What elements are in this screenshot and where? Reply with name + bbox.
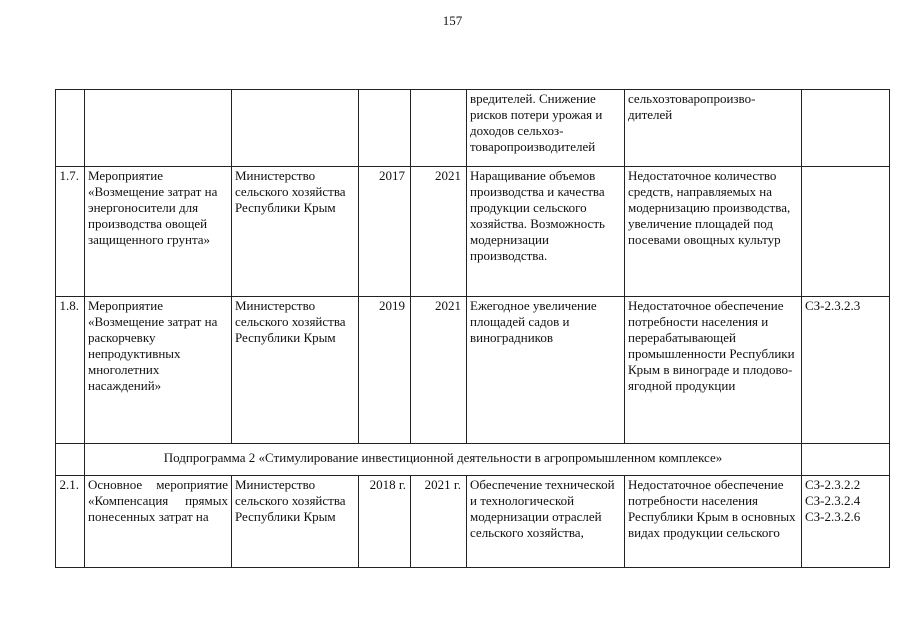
subprogram-title: Подпрограмма 2 «Стимулирование инвестиционной деятельности в агропромышленном комплексе»: [85, 444, 802, 476]
start-year: 2017: [359, 167, 411, 297]
measure-name: Основное мероприятие «Компенсация прямых понесенных затрат на: [85, 476, 232, 568]
expected-result: вредителей. Снижение рисков потери урожая и доходов сельхоз-товаропроизводителей: [467, 90, 625, 167]
executor: Министерство сельского хозяйства Республики Крым: [232, 297, 359, 444]
subprogram-spacer: [802, 444, 890, 476]
related-codes: [802, 476, 890, 568]
expected-result: Обеспечение технической и технологической модернизации отраслей сельского хозяйства,: [467, 476, 625, 568]
related-codes: [802, 90, 890, 167]
row-number: 1.8.: [56, 297, 85, 444]
non-implementation-consequence: сельхозтоваропроизво-дителей: [625, 90, 802, 167]
expected-result: Наращивание объемов производства и качества продукции сельского хозяйства. Возможность модернизации производства.: [467, 167, 625, 297]
row-number: 1.7.: [56, 167, 85, 297]
code: СЗ-2.3.2.6: [805, 509, 861, 524]
row-number: [56, 90, 85, 167]
page-number: 157: [442, 13, 463, 28]
executor: Министерство сельского хозяйства Республики Крым: [232, 476, 359, 568]
table-row: [56, 297, 890, 444]
program-table: [55, 89, 890, 568]
non-implementation-consequence: Недостаточное обеспечение потребности населения и перерабатывающей промышленности Республики Крым в винограде и плодово-ягодной продукции: [625, 297, 802, 444]
non-implementation-consequence: Недостаточное количество средств, направляемых на модернизацию производства, увеличение площадей под посевами овощных культур: [625, 167, 802, 297]
executor: Министерство сельского хозяйства Республики Крым: [232, 167, 359, 297]
end-year: 2021: [411, 297, 467, 444]
code: СЗ-2.3.2.2: [805, 477, 861, 492]
non-implementation-consequence: Недостаточное обеспечение потребности населения Республики Крым в основных видах продукции сельского: [625, 476, 802, 568]
code: СЗ-2.3.2.4: [805, 493, 861, 508]
related-codes: [802, 297, 890, 444]
code: СЗ-2.3.2.3: [805, 298, 861, 313]
measure-name: Мероприятие «Возмещение затрат на энергоносители для производства овощей защищенного грунта»: [85, 167, 232, 297]
table-row: [56, 90, 890, 167]
table-row: [56, 476, 890, 568]
executor: [232, 90, 359, 167]
row-number: 2.1.: [56, 476, 85, 568]
start-year: 2019: [359, 297, 411, 444]
subprogram-spacer: [56, 444, 85, 476]
related-codes: [802, 167, 890, 297]
end-year: 2021 г.: [411, 476, 467, 568]
expected-result: Ежегодное увеличение площадей садов и виноградников: [467, 297, 625, 444]
start-year: 2018 г.: [359, 476, 411, 568]
end-year: [411, 90, 467, 167]
measure-name: Мероприятие «Возмещение затрат на раскорчевку непродуктивных многолетних насаждений»: [85, 297, 232, 444]
table-row: [56, 167, 890, 297]
start-year: [359, 90, 411, 167]
end-year: 2021: [411, 167, 467, 297]
measure-name: [85, 90, 232, 167]
subprogram-row: [56, 444, 890, 476]
